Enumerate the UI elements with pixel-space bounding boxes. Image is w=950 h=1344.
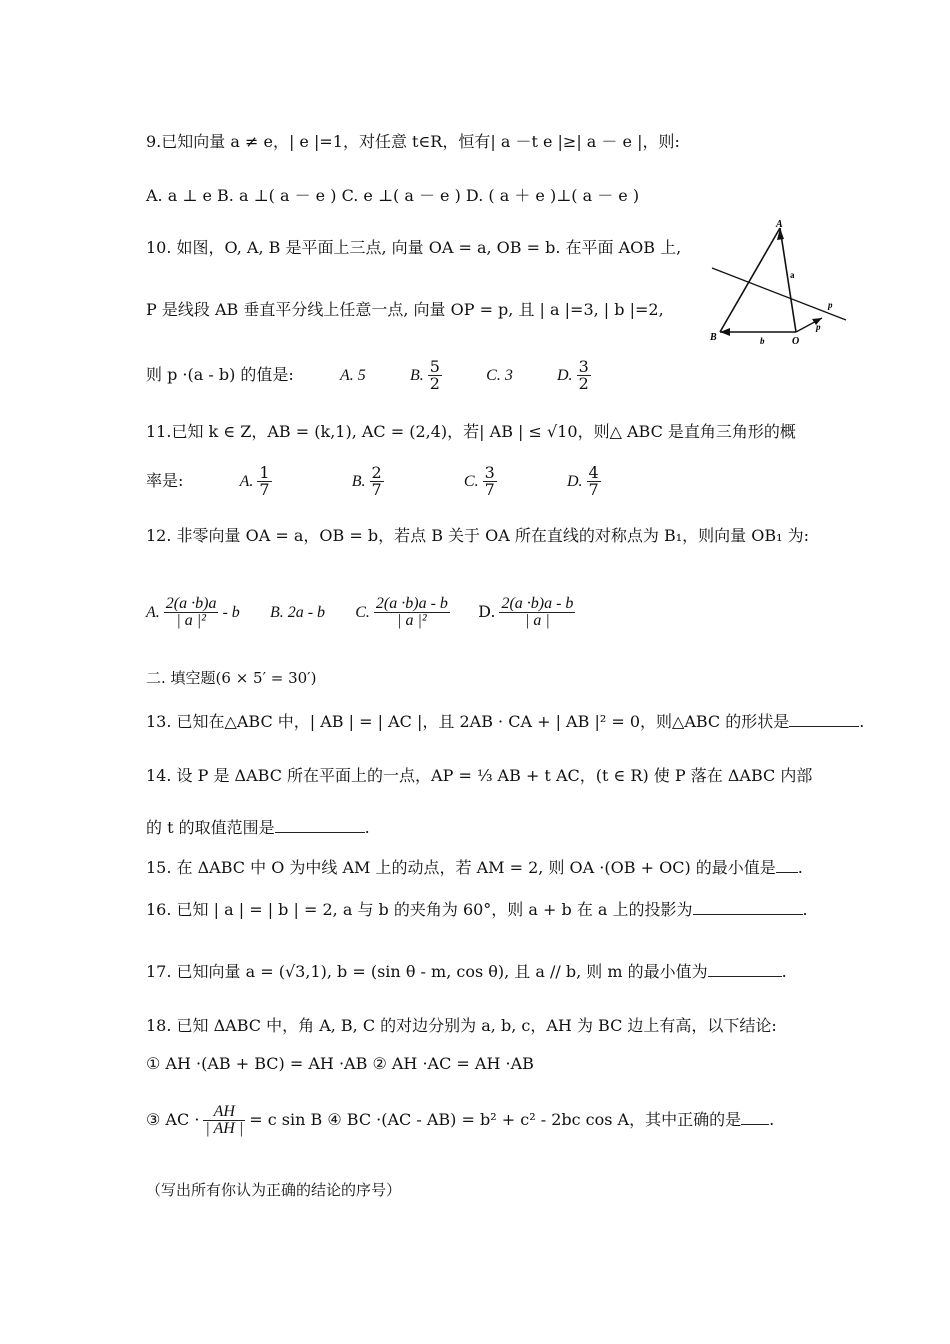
question-11-option-c-fraction: $\frac{3}{7}$: [484, 463, 495, 499]
question-10-stem-2: P 是线段 AB 垂直平分线上任意一点, 向量 OP = p, 且 | a |=3, | b |=2,: [146, 300, 664, 319]
question-12-options-row: [146, 592, 579, 633]
segment-ba: [720, 228, 780, 332]
question-17-row: 17. 已知向量 a = (√3,1), b = (sin θ - m, cos θ), 且 a // b, 则 m 的最小值为 .: [146, 962, 787, 981]
question-11-option-b-fraction: $\frac{2}{7}$: [371, 463, 382, 499]
question-11-option-d-fraction: $\frac{4}{7}$: [588, 463, 599, 499]
question-18-line-1: 18. 已知 ΔABC 中，角 A, B, C 的对边分别为 a, b, c，AH 为 BC 边上有高，以下结论:: [146, 1016, 777, 1035]
question-18-line-3-row: ③ AC · $\frac{AH}{| AH |}$ = c sin B ④ BC ·(AC - AB) = b² + c² - 2bc cos A，其中正确的是 .: [146, 1103, 775, 1137]
label-o-point: O: [792, 336, 800, 347]
question-14-line-2-row: 的 t 的取值范围是 .: [146, 818, 370, 837]
question-11-option-b: B.: [351, 473, 366, 490]
triangle-vector-figure: [708, 218, 858, 353]
question-12-option-d: D.: [478, 602, 496, 621]
question-18-line-3b: = c sin B ④ BC ·(AC - AB) = b² + c² - 2bc cos A，其中正确的是: [249, 1110, 742, 1129]
label-line-p: p: [828, 300, 833, 310]
question-10-option-b-fraction: $\frac{5}{2}$: [429, 357, 440, 393]
question-18-unit-vector-fraction: $\frac{AH}{| AH |}$: [205, 1103, 244, 1137]
question-12-option-c-fraction: $\frac{2(a \cdot b)a - b}{\text{| a |²}}$: [375, 595, 448, 629]
label-b-point: B: [710, 332, 717, 343]
question-11-option-a: A.: [239, 473, 254, 490]
question-12-option-b: B. 2a - b: [269, 604, 326, 621]
question-11-option-a-fraction: $\frac{1}{7}$: [259, 463, 270, 499]
question-14-answer-blank[interactable]: [275, 832, 365, 833]
question-14-line-1: 14. 设 P 是 ΔABC 所在平面上的一点，AP = ⅓ AB + t AC，(t ∈ R) 使 P 落在 ΔABC 内部: [146, 766, 813, 785]
question-11-option-c: C.: [463, 473, 479, 490]
question-9-stem: 9.已知向量 a ≠ e，| e |=1，对任意 t∈R，恒有| a －t e |≥| a － e |，则:: [146, 132, 680, 151]
label-vector-b: b: [760, 336, 765, 346]
question-11-stem: 11.已知 k ∈ Z，AB = (k,1), AC = (2,4)，若| AB | ≤ √10，则△ ABC 是直角三角形的概: [146, 422, 796, 441]
question-14-line-2: 的 t 的取值范围是: [146, 818, 275, 837]
question-9-options: A. a ⊥ e B. a ⊥( a － e ) C. e ⊥( a － e ) D. ( a ＋ e )⊥( a － e ): [146, 186, 640, 205]
label-a-point: A: [776, 219, 783, 230]
question-10-option-b: B.: [409, 367, 424, 384]
question-17-answer-blank[interactable]: [708, 976, 782, 977]
question-10-option-d-fraction: $\frac{3}{2}$: [578, 357, 589, 393]
question-18-note: （写出所有你认为正确的结论的序号）: [146, 1181, 402, 1199]
question-15-answer-blank[interactable]: [776, 872, 798, 873]
segment-ao: [780, 228, 796, 332]
label-vector-a: a: [790, 270, 795, 280]
question-11-options-row: [146, 462, 605, 501]
question-12-option-c: C.: [355, 604, 370, 621]
question-12-option-d-fraction: $\frac{2(a \cdot b)a - b}{| a |}$: [501, 595, 574, 629]
question-12-option-a: A.: [146, 604, 160, 621]
question-13-answer-blank[interactable]: [789, 726, 859, 727]
question-18-line-3a: ③ AC ·: [146, 1110, 200, 1129]
question-18-answer-blank[interactable]: [741, 1124, 769, 1125]
question-15-stem: 15. 在 ΔABC 中 O 为中线 AM 上的动点，若 AM = 2, 则 OA ·(OB + OC) 的最小值是: [146, 858, 776, 877]
question-18-line-2: ① AH ·(AB + BC) = AH ·AB ② AH ·AC = AH ·AB: [146, 1054, 534, 1073]
question-10-option-c: C. 3: [486, 367, 513, 384]
question-10-option-a: A. 5: [340, 367, 366, 384]
question-13-row: 13. 已知在△ABC 中，| AB | = | AC |，且 2AB · CA + | AB |² = 0，则△ABC 的形状是 .: [146, 712, 865, 731]
question-16-stem: 16. 已知 | a | = | b | = 2, a 与 b 的夹角为 60°，则 a + b 在 a 上的投影为: [146, 900, 693, 919]
question-15-row: 15. 在 ΔABC 中 O 为中线 AM 上的动点，若 AM = 2, 则 OA ·(OB + OC) 的最小值是 .: [146, 858, 803, 877]
question-12-option-a-fraction: $\frac{2(a \cdot b)a}{\text{| a |²}}$: [165, 595, 217, 629]
question-17-stem: 17. 已知向量 a = (√3,1), b = (sin θ - m, cos θ), 且 a // b, 则 m 的最小值为: [146, 962, 708, 981]
question-10-stem-3: 则 p ·(a - b) 的值是:: [146, 365, 294, 384]
question-12-option-a-tail: - b: [222, 604, 240, 621]
question-10-option-d: D.: [557, 367, 573, 384]
question-16-answer-blank[interactable]: [693, 914, 803, 915]
question-10-stem-1: 10. 如图，O, A, B 是平面上三点, 向量 OA = a, OB = b. 在平面 AOB 上,: [146, 238, 682, 257]
question-13-stem: 13. 已知在△ABC 中，| AB | = | AC |，且 2AB · CA + | AB |² = 0，则△ABC 的形状是: [146, 712, 790, 731]
question-12-stem: 12. 非零向量 OA = a，OB = b，若点 B 关于 OA 所在直线的对称点为 B₁，则向量 OB₁ 为:: [146, 526, 809, 545]
question-11-option-d: D.: [566, 473, 583, 490]
question-16-row: 16. 已知 | a | = | b | = 2, a 与 b 的夹角为 60°，则 a + b 在 a 上的投影为 .: [146, 900, 808, 919]
question-10-options-row: [146, 356, 595, 395]
section-2-heading: 二. 填空题(6 × 5′ = 30′): [146, 669, 317, 687]
label-vector-p: p: [816, 322, 821, 332]
question-11-stem-2: 率是:: [146, 471, 184, 490]
